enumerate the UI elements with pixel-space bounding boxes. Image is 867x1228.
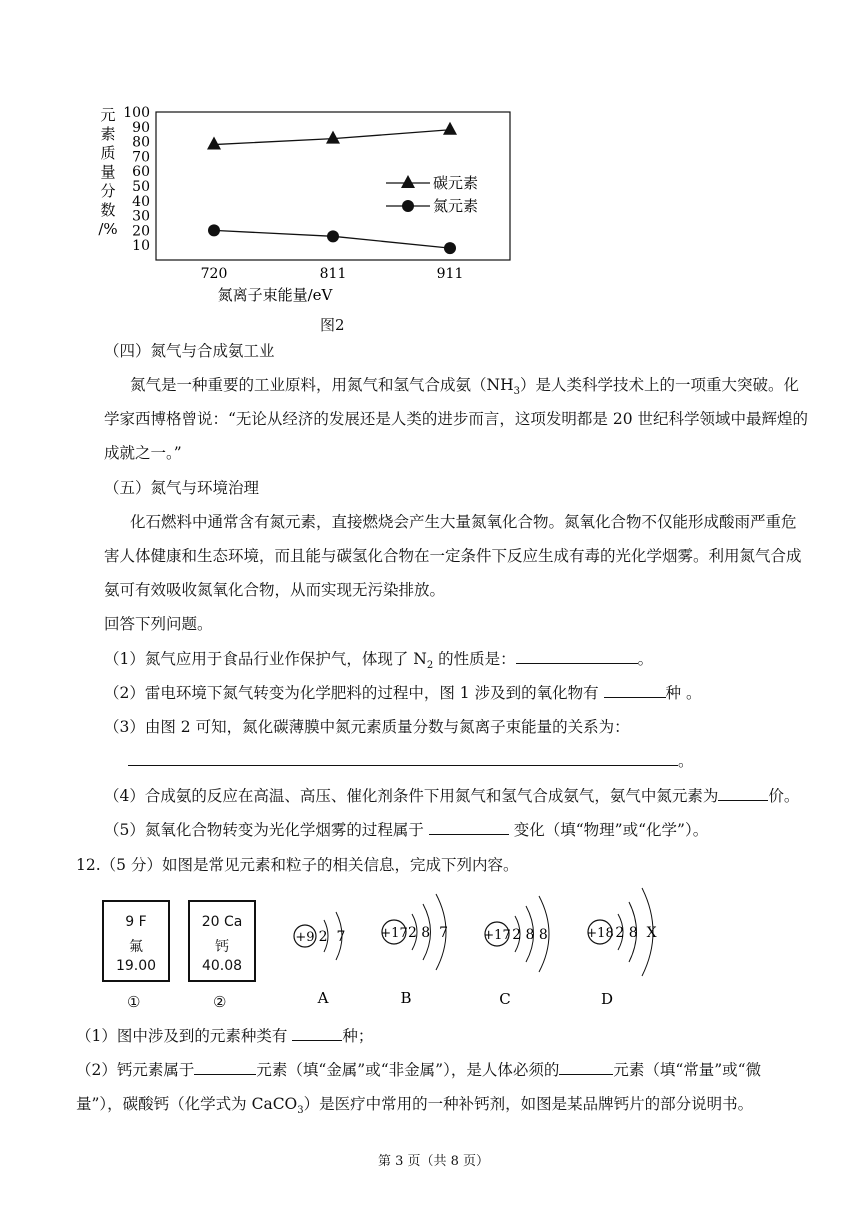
legend-marker-triangle: [401, 175, 415, 188]
atom-diagram-d: [586, 888, 656, 1008]
section-5-title: （五）氮气与环境治理: [104, 479, 260, 497]
element-card-fluorine: [102, 900, 170, 982]
section-4-title: （四）氮气与合成氨工业: [104, 342, 275, 360]
element-card-mass: 40.08: [201, 958, 243, 974]
x-ticks: [201, 266, 464, 282]
svg-text:+17: +17: [483, 928, 511, 943]
section-5-para-line3: 氨可有效吸收氮氧化合物，从而实现无污染排放。: [104, 581, 446, 599]
atom-diagram-c: [483, 896, 549, 1008]
svg-text:+9: +9: [295, 930, 315, 945]
section-4-para-line1: 氮气是一种重要的工业原料，用氮气和氢气合成氨$(NH_3)$是人类科学技术上的一项重大突破。化: [130, 376, 799, 398]
question-3-answer-line: 。: [128, 751, 694, 771]
question-2: （2）雷电环境下氮气转变为化学肥料的过程中，图 1 涉及到的氧化物有 种 。: [104, 684, 702, 702]
svg-text:A: A: [317, 989, 329, 1007]
atom-diagram-b: [380, 894, 448, 1007]
y-label-char: /%: [98, 220, 118, 238]
svg-text:D: D: [600, 990, 614, 1008]
data-point-triangle: [326, 131, 340, 144]
y-ticks: [123, 105, 150, 254]
y-axis-label: [98, 106, 117, 238]
atom-diagram-a: [294, 912, 345, 1007]
y-tick-label: 10: [132, 238, 150, 255]
answer-blank[interactable]: [604, 683, 666, 698]
data-point-circle: [327, 230, 339, 242]
question-3: （3）由图 2 可知，氮化碳薄膜中氮元素质量分数与氮离子束能量的关系为：: [104, 718, 630, 736]
question-12-2-cont: 量”），碳酸钙（化学式为 CaCO$_3$）是医疗中常用的一种补钙剂，如图是某品牌钙片的部分说明书。: [76, 1095, 754, 1117]
svg-text:2 8 7: 2 8 7: [407, 925, 449, 941]
atom-structure-diagrams: [280, 880, 680, 1020]
element-card-mass: 19.00: [115, 958, 157, 974]
section-5-para-line1: 化石燃料中通常含有氮元素，直接燃烧会产生大量氮氧化合物。氮氧化合物不仅能形成酸雨严重危: [130, 513, 797, 531]
element-card-name: 钙: [215, 939, 229, 955]
answer-blank[interactable]: [128, 751, 678, 766]
data-point-circle: [208, 224, 220, 236]
element-card-name: 氟: [129, 939, 143, 955]
y-label-char: 量: [100, 163, 116, 181]
data-point-triangle: [207, 137, 221, 150]
svg-text:2 8 X: 2 8 X: [615, 925, 657, 941]
svg-text:+17: +17: [380, 926, 408, 941]
figure-caption: 图2: [320, 316, 345, 334]
card-label: ②: [213, 993, 227, 1011]
y-tick-label: 80: [132, 134, 150, 151]
page-footer: 第 3 页（共 8 页）: [377, 1154, 490, 1169]
answer-blank[interactable]: [292, 1026, 342, 1041]
legend-label: 碳元素: [433, 174, 479, 192]
x-tick-label: 911: [436, 266, 464, 282]
x-axis-label: 氮离子束能量/eV: [217, 286, 333, 304]
x-tick-label: 811: [319, 266, 347, 282]
question-12-1: （1）图中涉及到的元素种类有 种；: [76, 1027, 374, 1045]
answer-blank[interactable]: [194, 1060, 256, 1075]
y-tick-label: 60: [132, 164, 150, 181]
answer-prompt: 回答下列问题。: [104, 615, 213, 633]
section-5-para-line2: 害人体健康和生态环境，而且能与碳氢化合物在一定条件下反应生成有毒的光化学烟雾。利用氮气合成: [104, 547, 802, 565]
svg-text:B: B: [400, 989, 412, 1007]
element-card-number-symbol: 9 F: [125, 914, 147, 930]
answer-blank[interactable]: [718, 786, 768, 801]
data-point-triangle: [443, 122, 457, 135]
y-label-char: 元: [100, 106, 116, 124]
y-label-char: 分: [100, 182, 116, 200]
question-1: （1）氮气应用于食品行业作保护气，体现了 $N_2$ 的性质是： 。: [104, 650, 654, 672]
y-tick-label: 100: [123, 105, 150, 121]
section-4-para-line2: 学家西博格曾说：“无论从经济的发展还是人类的进步而言，这项发明都是 20 世纪科学领域中最辉煌的: [104, 410, 809, 428]
legend-marker-circle: [402, 200, 414, 212]
y-tick-label: 20: [132, 223, 150, 240]
question-4: （4）合成氨的反应在高温、高压、催化剂条件下用氮气和氢气合成氨气，氨气中氮元素为 价。: [104, 787, 800, 805]
svg-text:2 8 8: 2 8 8: [512, 927, 548, 943]
y-tick-label: 90: [132, 119, 150, 136]
question-12-title: 12.（5 分）如图是常见元素和粒子的相关信息，完成下列内容。: [76, 856, 519, 874]
svg-text:C: C: [499, 990, 511, 1008]
y-tick-label: 40: [132, 193, 150, 210]
series-group: [207, 122, 457, 254]
answer-blank[interactable]: [559, 1060, 613, 1075]
section-4-para-line3: 成就之一。”: [104, 444, 182, 462]
element-card-number-symbol: 20 Ca: [201, 914, 243, 930]
answer-blank[interactable]: [429, 820, 509, 835]
legend: [386, 174, 478, 215]
legend-label: 氮元素: [433, 197, 479, 215]
answer-blank[interactable]: [516, 649, 638, 664]
x-tick-label: 720: [200, 266, 228, 282]
data-point-circle: [444, 242, 456, 254]
question-12-2: （2）钙元素属于 元素（填“金属”或“非金属”），是人体必须的 元素（填“常量”或“微: [76, 1061, 762, 1079]
element-card-calcium: [188, 900, 256, 982]
card-label: ①: [127, 993, 141, 1011]
question-5: （5）氮氧化合物转变为光化学烟雾的过程属于 变化（填“物理”或“化学”）。: [104, 821, 709, 839]
y-label-char: 素: [100, 125, 116, 143]
line-chart: [90, 100, 530, 340]
y-tick-label: 50: [132, 179, 150, 195]
svg-text:2 7: 2 7: [318, 929, 346, 945]
svg-text:+18: +18: [586, 926, 614, 941]
y-label-char: 质: [100, 144, 116, 162]
y-tick-label: 30: [132, 208, 150, 225]
y-tick-label: 70: [132, 149, 150, 166]
y-label-char: 数: [100, 201, 116, 219]
